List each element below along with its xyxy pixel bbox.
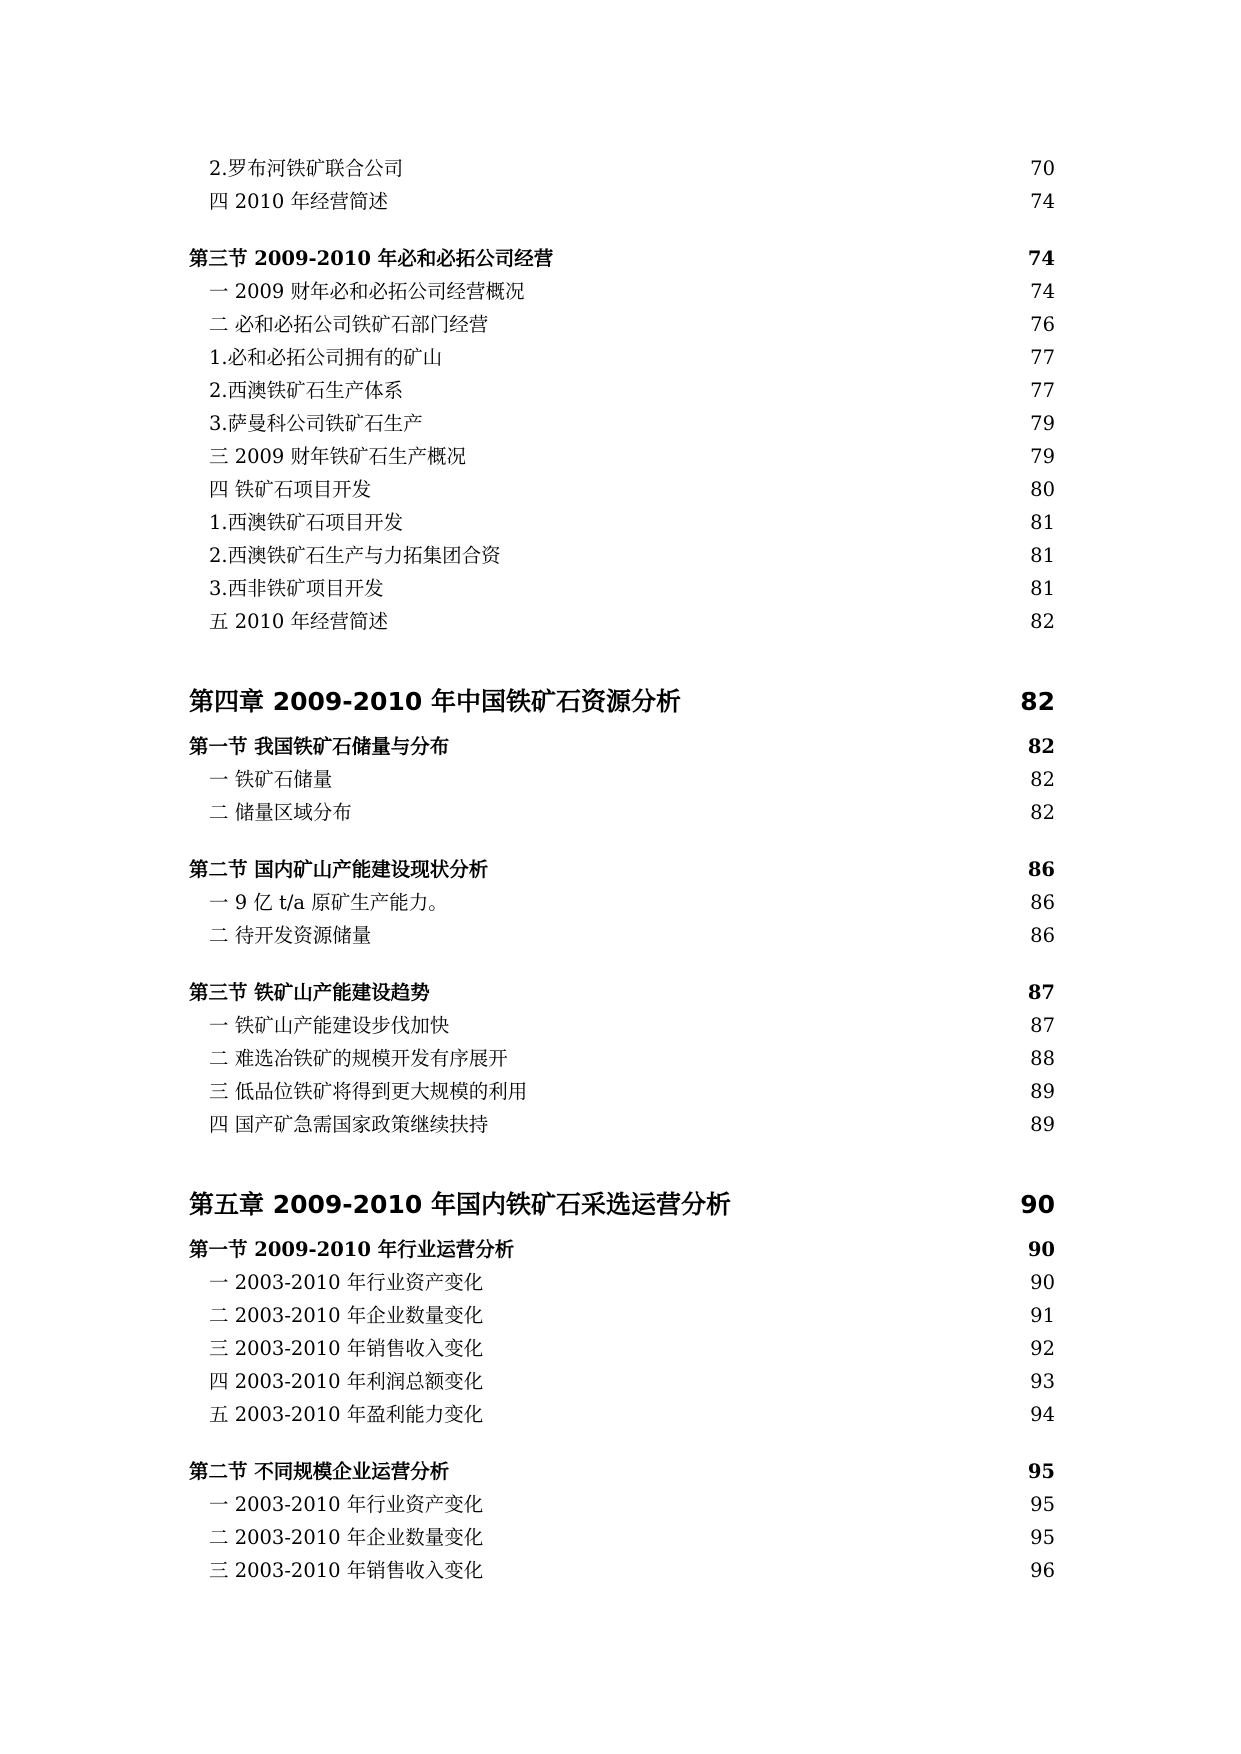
toc-item bbox=[189, 275, 1055, 308]
toc-section bbox=[189, 242, 1055, 275]
toc-page-number: 77 bbox=[1030, 379, 1055, 402]
toc-section-title: 第二节 不同规模企业运营分析 bbox=[189, 1460, 450, 1483]
toc-entry-title: 二 2003-2010 年企业数量变化 bbox=[209, 1526, 484, 1549]
toc-item bbox=[189, 539, 1055, 572]
toc-section-title: 第三节 铁矿山产能建设趋势 bbox=[189, 981, 430, 1004]
toc-page-number: 92 bbox=[1030, 1337, 1055, 1360]
toc-page-number: 90 bbox=[1030, 1271, 1055, 1294]
toc-page-number: 80 bbox=[1030, 478, 1055, 501]
toc-page-number: 90 bbox=[1027, 1238, 1055, 1261]
toc-item bbox=[189, 1521, 1055, 1554]
toc-item bbox=[189, 572, 1055, 605]
toc-page-number: 81 bbox=[1030, 544, 1055, 567]
toc-entry-title: 一 2003-2010 年行业资产变化 bbox=[209, 1271, 484, 1294]
toc-page-number: 82 bbox=[1030, 610, 1055, 633]
toc-item bbox=[189, 407, 1055, 440]
toc-page-number: 82 bbox=[1030, 768, 1055, 791]
toc-page-number: 88 bbox=[1030, 1047, 1055, 1070]
toc-entry-title: 五 2003-2010 年盈利能力变化 bbox=[209, 1403, 484, 1426]
toc-entry-title: 2.西澳铁矿石生产与力拓集团合资 bbox=[209, 544, 501, 567]
toc-page-number: 94 bbox=[1030, 1403, 1055, 1426]
toc-section-title: 第三节 2009-2010 年必和必拓公司经营 bbox=[189, 247, 554, 270]
toc-item bbox=[189, 886, 1055, 919]
toc-section bbox=[189, 853, 1055, 886]
toc-page-number: 77 bbox=[1030, 346, 1055, 369]
toc-page-number: 89 bbox=[1030, 1113, 1055, 1136]
toc-entry-title: 3.西非铁矿项目开发 bbox=[209, 577, 384, 600]
toc-page-number: 89 bbox=[1030, 1080, 1055, 1103]
toc-page-number: 90 bbox=[1020, 1190, 1055, 1219]
toc-section-title: 第一节 2009-2010 年行业运营分析 bbox=[189, 1238, 515, 1261]
toc-page-number: 95 bbox=[1030, 1493, 1055, 1516]
toc-entry-title: 三 2009 财年铁矿石生产概况 bbox=[209, 445, 467, 468]
toc-entry-title: 2.罗布河铁矿联合公司 bbox=[209, 157, 404, 180]
toc-entry-title: 四 2010 年经营简述 bbox=[209, 190, 389, 213]
toc-entry-title: 三 低品位铁矿将得到更大规模的利用 bbox=[209, 1080, 528, 1103]
toc-entry-title: 2.西澳铁矿石生产体系 bbox=[209, 379, 404, 402]
toc-item bbox=[189, 1398, 1055, 1431]
toc-entry-title: 五 2010 年经营简述 bbox=[209, 610, 389, 633]
toc-item bbox=[189, 1108, 1055, 1141]
toc-page-number: 93 bbox=[1030, 1370, 1055, 1393]
toc-page-number: 79 bbox=[1030, 445, 1055, 468]
toc-page-number: 81 bbox=[1030, 511, 1055, 534]
toc-section bbox=[189, 730, 1055, 763]
toc-entry-title: 二 难选冶铁矿的规模开发有序展开 bbox=[209, 1047, 508, 1070]
toc-page-number: 76 bbox=[1030, 313, 1055, 336]
toc-entry-title: 四 铁矿石项目开发 bbox=[209, 478, 372, 501]
toc-entry-title: 3.萨曼科公司铁矿石生产 bbox=[209, 412, 423, 435]
toc-page-number: 82 bbox=[1030, 801, 1055, 824]
toc-item bbox=[189, 152, 1055, 185]
toc-page-number: 95 bbox=[1030, 1526, 1055, 1549]
toc-page-number: 82 bbox=[1027, 735, 1055, 758]
toc-chapter bbox=[189, 1185, 1055, 1225]
toc-item bbox=[189, 1365, 1055, 1398]
toc-item bbox=[189, 473, 1055, 506]
toc-entry-title: 1.必和必拓公司拥有的矿山 bbox=[209, 346, 443, 369]
toc-page-number: 86 bbox=[1030, 891, 1055, 914]
toc-item bbox=[189, 763, 1055, 796]
toc-page-number: 74 bbox=[1030, 190, 1055, 213]
toc-entry-title: 四 国产矿急需国家政策继续扶持 bbox=[209, 1113, 489, 1136]
toc-page-number: 95 bbox=[1027, 1460, 1055, 1483]
toc-page-number: 70 bbox=[1030, 157, 1055, 180]
toc-entry-title: 一 2003-2010 年行业资产变化 bbox=[209, 1493, 484, 1516]
toc-entry-title: 三 2003-2010 年销售收入变化 bbox=[209, 1337, 484, 1360]
toc-entry-title: 一 2009 财年必和必拓公司经营概况 bbox=[209, 280, 525, 303]
toc-item bbox=[189, 1299, 1055, 1332]
toc-item bbox=[189, 1332, 1055, 1365]
table-of-contents bbox=[189, 152, 1055, 1587]
toc-section bbox=[189, 976, 1055, 1009]
toc-item bbox=[189, 1488, 1055, 1521]
toc-section-title: 第一节 我国铁矿石储量与分布 bbox=[189, 735, 450, 758]
toc-item bbox=[189, 919, 1055, 952]
toc-section bbox=[189, 1233, 1055, 1266]
toc-item bbox=[189, 1266, 1055, 1299]
toc-entry-title: 二 储量区域分布 bbox=[209, 801, 352, 824]
toc-item bbox=[189, 440, 1055, 473]
toc-item bbox=[189, 506, 1055, 539]
toc-entry-title: 1.西澳铁矿石项目开发 bbox=[209, 511, 404, 534]
toc-entry-title: 二 必和必拓公司铁矿石部门经营 bbox=[209, 313, 489, 336]
toc-item bbox=[189, 185, 1055, 218]
toc-entry-title: 二 2003-2010 年企业数量变化 bbox=[209, 1304, 484, 1327]
toc-section-title: 第二节 国内矿山产能建设现状分析 bbox=[189, 858, 489, 881]
toc-entry-title: 三 2003-2010 年销售收入变化 bbox=[209, 1559, 484, 1582]
toc-entry-title: 一 铁矿石储量 bbox=[209, 768, 333, 791]
toc-item bbox=[189, 1009, 1055, 1042]
toc-chapter-title: 第五章 2009-2010 年国内铁矿石采选运营分析 bbox=[189, 1190, 731, 1219]
toc-item bbox=[189, 374, 1055, 407]
toc-item bbox=[189, 341, 1055, 374]
toc-page-number: 74 bbox=[1030, 280, 1055, 303]
toc-page-number: 96 bbox=[1030, 1559, 1055, 1582]
toc-item bbox=[189, 1075, 1055, 1108]
toc-page-number: 87 bbox=[1030, 1014, 1055, 1037]
toc-page-number: 86 bbox=[1027, 858, 1055, 881]
toc-page-number: 79 bbox=[1030, 412, 1055, 435]
toc-chapter-title: 第四章 2009-2010 年中国铁矿石资源分析 bbox=[189, 687, 681, 716]
toc-page-number: 81 bbox=[1030, 577, 1055, 600]
toc-page-number: 82 bbox=[1020, 687, 1055, 716]
toc-section bbox=[189, 1455, 1055, 1488]
toc-entry-title: 一 9 亿 t/a 原矿生产能力。 bbox=[209, 891, 448, 914]
toc-item bbox=[189, 308, 1055, 341]
toc-chapter bbox=[189, 682, 1055, 722]
toc-item bbox=[189, 1042, 1055, 1075]
toc-entry-title: 一 铁矿山产能建设步伐加快 bbox=[209, 1014, 450, 1037]
toc-page-number: 91 bbox=[1030, 1304, 1055, 1327]
toc-page-number: 74 bbox=[1027, 247, 1055, 270]
toc-entry-title: 二 待开发资源储量 bbox=[209, 924, 372, 947]
toc-page-number: 87 bbox=[1027, 981, 1055, 1004]
toc-item bbox=[189, 1554, 1055, 1587]
toc-item bbox=[189, 605, 1055, 638]
toc-entry-title: 四 2003-2010 年利润总额变化 bbox=[209, 1370, 484, 1393]
toc-item bbox=[189, 796, 1055, 829]
toc-page-number: 86 bbox=[1030, 924, 1055, 947]
